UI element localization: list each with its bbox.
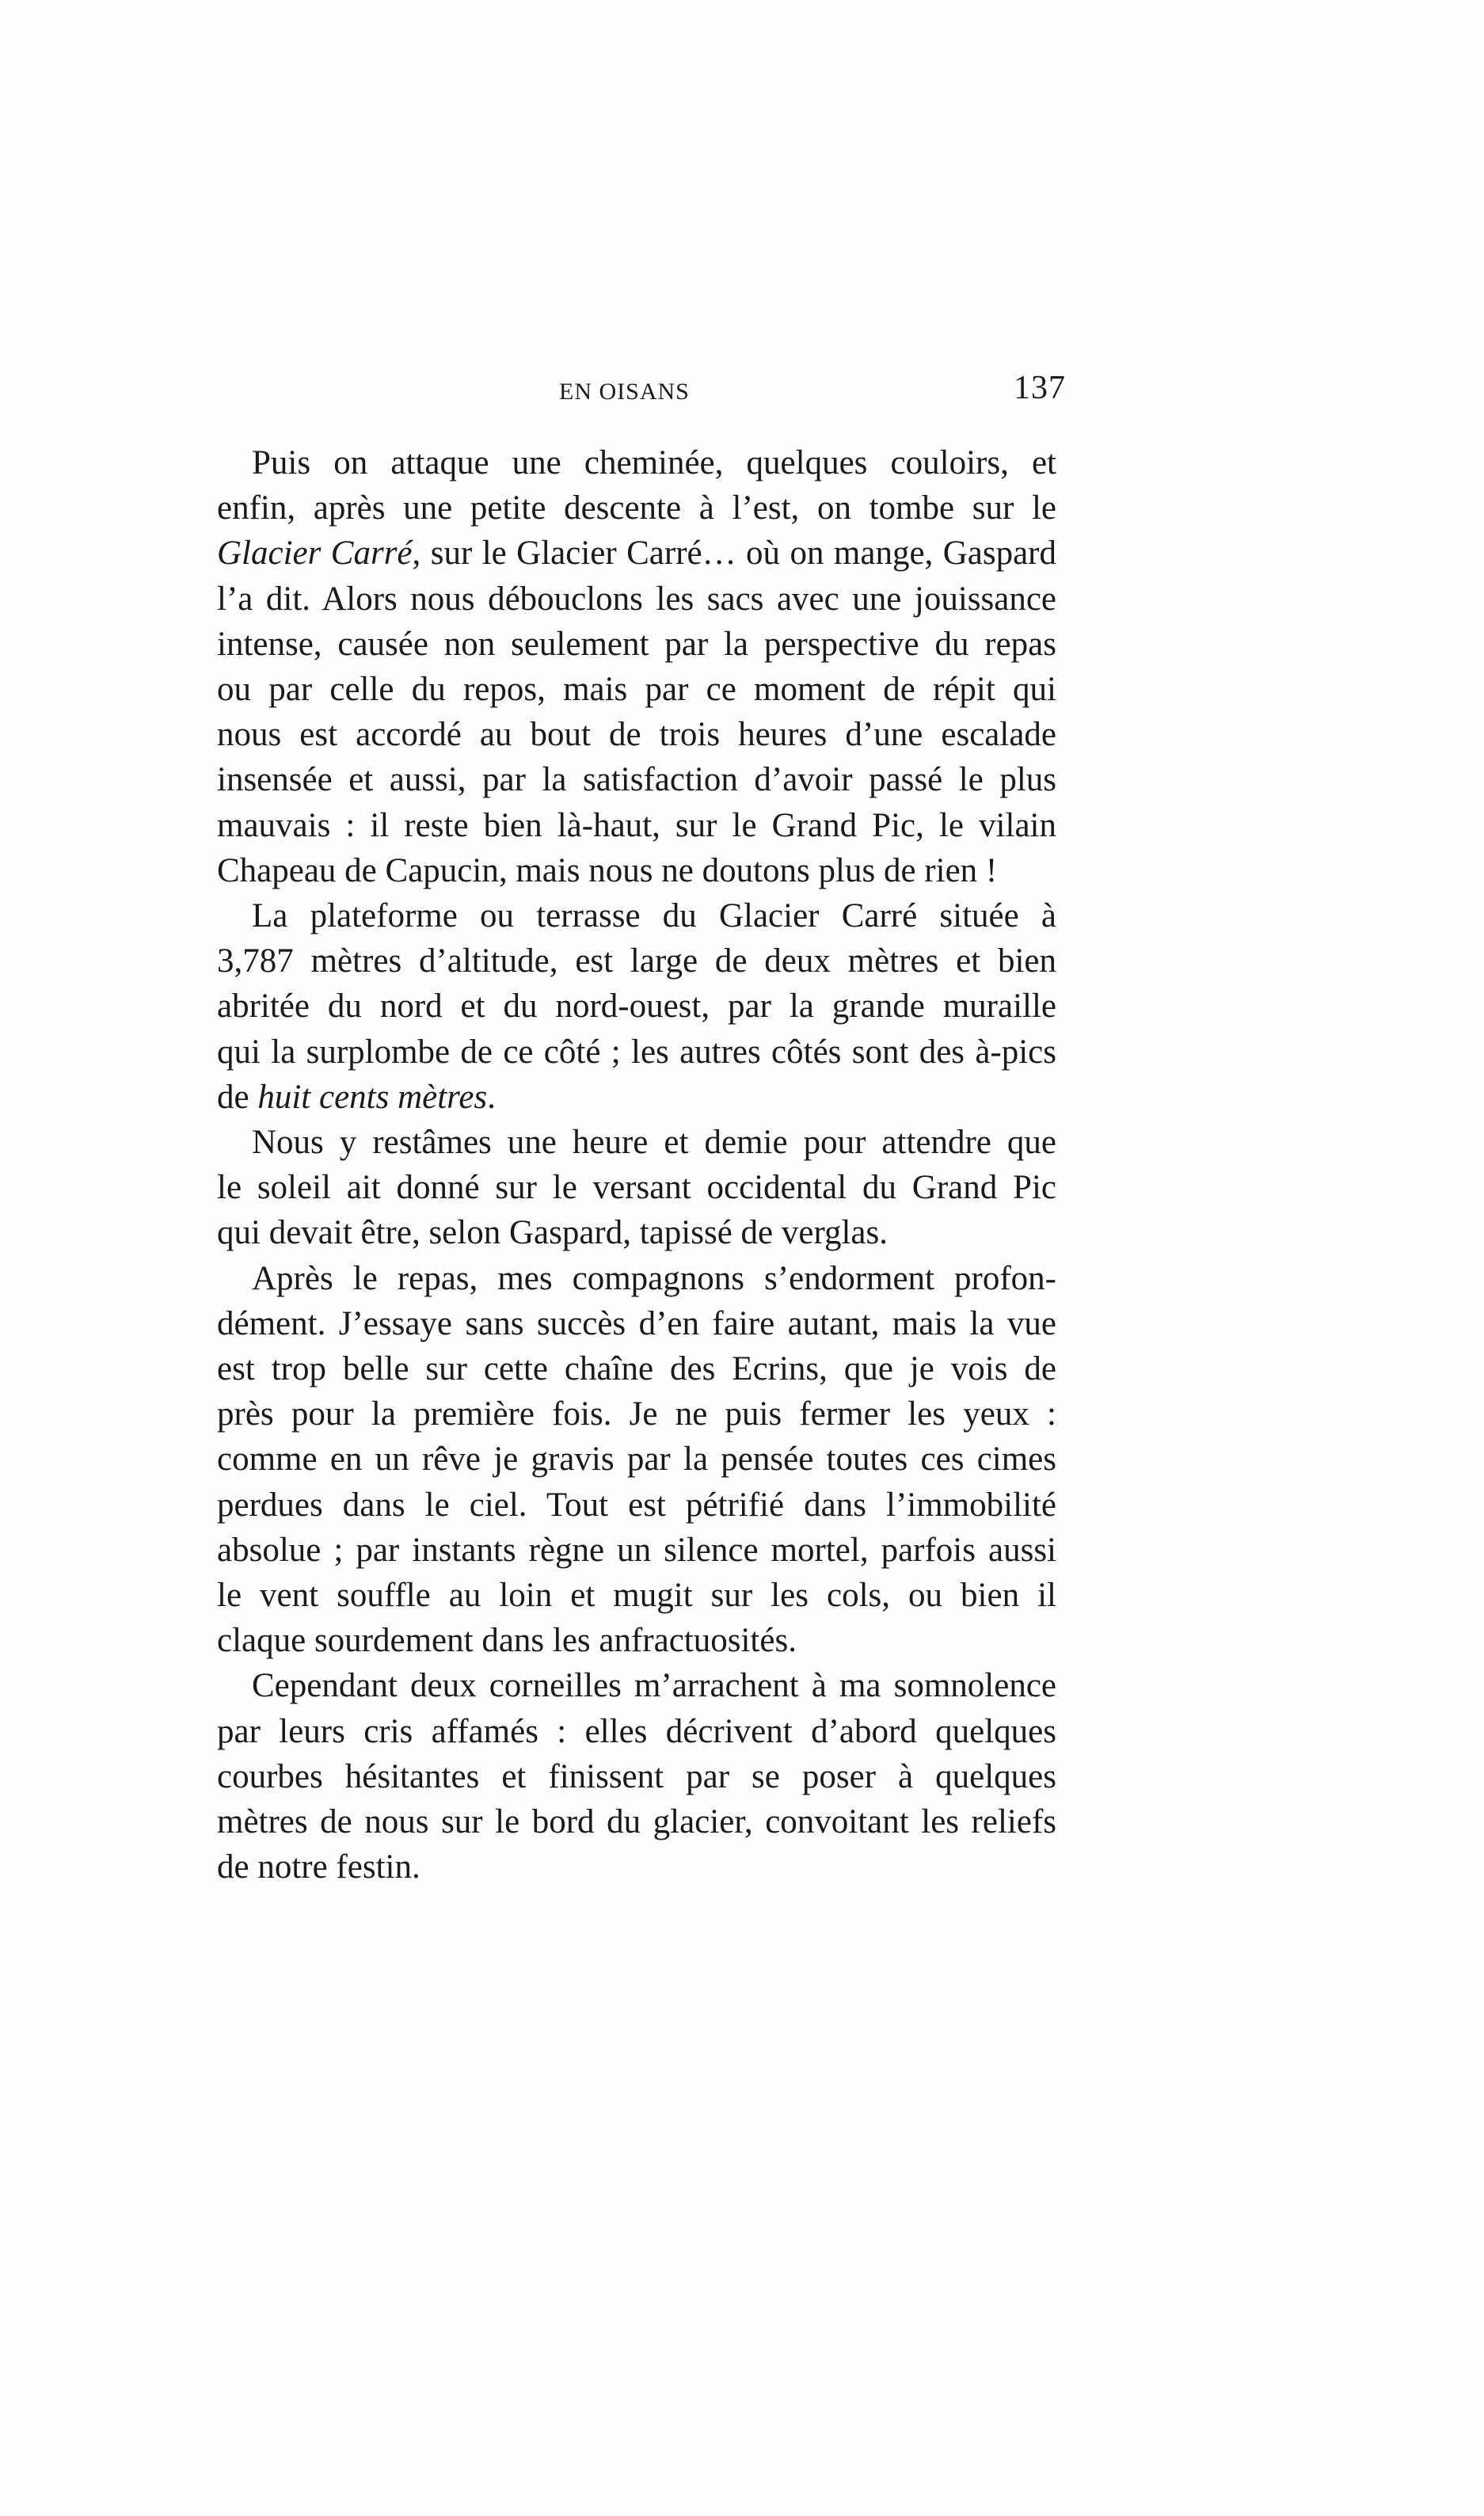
text-line: est trop belle sur cette chaîne des Ecrins, que je vois de (217, 1350, 1056, 1387)
text-line: nous est accordé au bout de trois heures d’une escalade (217, 716, 1056, 754)
text-line: courbes hésitantes et finissent par se poser à quelques (217, 1757, 1056, 1795)
page-number: 137 (1014, 370, 1066, 406)
text-line: comme en un rêve je gravis par la pensée toutes ces cimes (217, 1441, 1056, 1479)
text-line: le vent souffle au loin et mugit sur les cols, ou bien il (217, 1577, 1056, 1614)
text-line: Chapeau de Capucin, mais nous ne doutons plus de rien ! (217, 851, 998, 889)
text-line: Glacier Carré, sur le Glacier Carré… où on mange, Gaspard (217, 535, 1056, 573)
text-line: enfin, après une petite descente à l’est, on tombe sur le (217, 489, 1056, 527)
text-line: insensée et aussi, par la satisfaction d’avoir passé le plus (217, 761, 1056, 799)
text-line: mètres de nous sur le bord du glacier, convoitant les reliefs (217, 1803, 1056, 1840)
text-line: qui la surplombe de ce côté ; les autres côtés sont des à-pics (217, 1033, 1056, 1071)
text-line: Cependant deux corneilles m’arrachent à ma somnolence (252, 1667, 1056, 1705)
text-line: absolue ; par instants règne un silence mortel, parfois aussi (217, 1531, 1056, 1569)
running-head: EN OISANS (559, 379, 690, 405)
text-line: de huit cents mètres. (217, 1078, 496, 1116)
text-line: Nous y restâmes une heure et demie pour attendre que (252, 1124, 1056, 1161)
text-line: le soleil ait donné sur le versant occidental du Grand Pic (217, 1169, 1056, 1207)
text-line: claque sourdement dans les anfractuosités. (217, 1622, 797, 1660)
text-line: qui devait être, selon Gaspard, tapissé de verglas. (217, 1214, 888, 1252)
text-line: par leurs cris affamés : elles décrivent d’abord quelques (217, 1712, 1056, 1750)
text-line: mauvais : il reste bien là-haut, sur le Grand Pic, le vilain (217, 806, 1056, 844)
text-line: de notre festin. (217, 1848, 420, 1886)
text-line: Puis on attaque une cheminée, quelques couloirs, et (252, 444, 1056, 482)
text-line: La plateforme ou terrasse du Glacier Carré située à (252, 897, 1056, 934)
text-line: abritée du nord et du nord-ouest, par la grande muraille (217, 988, 1056, 1026)
text-line: intense, causée non seulement par la perspective du repas (217, 625, 1056, 663)
text-line: dément. J’essaye sans succès d’en faire autant, mais la vue (217, 1304, 1056, 1342)
text-line: ou par celle du repos, mais par ce moment de répit qui (217, 671, 1056, 708)
text-line: près pour la première fois. Je ne puis fermer les yeux : (217, 1395, 1056, 1433)
text-line: 3,787 mètres d’altitude, est large de deux mètres et bien (217, 942, 1056, 980)
text-line: l’a dit. Alors nous débouclons les sacs avec une jouissance (217, 580, 1056, 618)
text-line: perdues dans le ciel. Tout est pétrifié dans l’immobilité (217, 1486, 1056, 1524)
text-line: Après le repas, mes compagnons s’endorment profon- (252, 1259, 1056, 1297)
